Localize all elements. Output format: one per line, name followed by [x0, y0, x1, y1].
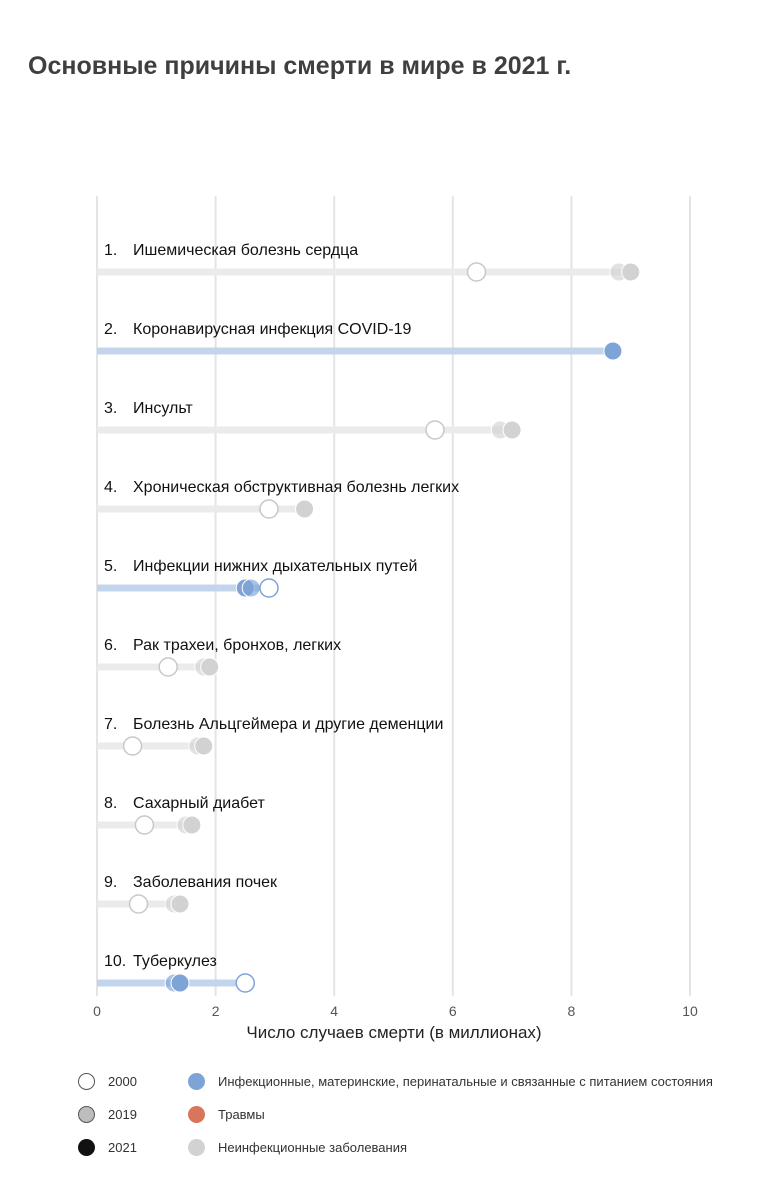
- x-tick-label: 4: [330, 1003, 339, 1019]
- dot-2000: [159, 658, 177, 676]
- x-tick-label: 8: [567, 1003, 576, 1019]
- dot-2021: [171, 974, 189, 992]
- noncommunicable-circle-icon: [188, 1139, 205, 1156]
- dot-2021: [201, 658, 219, 676]
- legend-label: Неинфекционные заболевания: [218, 1140, 408, 1155]
- x-axis-title: Число случаев смерти (в миллионах): [246, 1023, 542, 1042]
- dot-2021: [622, 263, 640, 281]
- legend-item-infectious: [188, 1073, 713, 1090]
- legend-item-2021: [78, 1139, 137, 1156]
- chart-rows: [97, 242, 640, 992]
- dot-2000: [260, 579, 278, 597]
- category-rank: 3.: [104, 400, 118, 417]
- dot-2021: [171, 895, 189, 913]
- category-label: Заболевания почек: [133, 874, 278, 891]
- category-rank: 7.: [104, 716, 118, 733]
- category-rank: 5.: [104, 558, 118, 575]
- chart-row: [97, 479, 459, 518]
- value-track: [97, 743, 204, 750]
- legend-label: 2019: [108, 1107, 137, 1122]
- category-label: Сахарный диабет: [133, 795, 265, 812]
- legend-item-2000: [78, 1073, 137, 1090]
- dot-2021: [195, 737, 213, 755]
- legend-item-2019: [78, 1106, 137, 1123]
- dot-2000: [124, 737, 142, 755]
- dot-2000: [135, 816, 153, 834]
- category-rank: 10.: [104, 953, 127, 970]
- chart-row: [97, 874, 278, 913]
- dot-2019: [242, 579, 260, 597]
- dot-2000: [130, 895, 148, 913]
- x-tick-label: 10: [682, 1003, 698, 1019]
- legend-label: 2000: [108, 1074, 137, 1089]
- category-label: Рак трахеи, бронхов, легких: [133, 637, 342, 654]
- chart-row: [97, 795, 265, 834]
- value-track: [97, 348, 613, 355]
- dot-2021: [183, 816, 201, 834]
- chart-row: [97, 953, 254, 992]
- x-axis-ticks: [93, 1003, 698, 1019]
- infectious-circle-icon: [188, 1073, 205, 1090]
- category-label: Инсульт: [133, 400, 193, 417]
- category-label: Инфекции нижних дыхательных путей: [133, 558, 418, 575]
- category-rank: 2.: [104, 321, 118, 338]
- legend-label: Инфекционные, материнские, перинатальные и связанные с питанием состояния: [218, 1074, 713, 1089]
- value-track: [97, 427, 512, 434]
- legend: [78, 1070, 748, 1170]
- category-label: Коронавирусная инфекция COVID-19: [133, 321, 412, 338]
- chart-row: [97, 242, 640, 281]
- category-rank: 9.: [104, 874, 118, 891]
- injuries-circle-icon: [188, 1106, 205, 1123]
- chart-row: [97, 716, 443, 755]
- dot-2021: [604, 342, 622, 360]
- dot-2000: [236, 974, 254, 992]
- x-tick-label: 2: [211, 1003, 220, 1019]
- category-label: Туберкулез: [133, 953, 217, 970]
- dot-2000: [468, 263, 486, 281]
- category-rank: 4.: [104, 479, 118, 496]
- chart-row: [97, 558, 417, 597]
- chart-title: Основные причины смерти в мире в 2021 г.: [28, 52, 572, 80]
- value-track: [97, 269, 631, 276]
- gray-circle-icon: [78, 1106, 95, 1123]
- chart-row: [97, 400, 521, 439]
- open-circle-icon: [78, 1073, 95, 1090]
- dot-2000: [426, 421, 444, 439]
- x-tick-label: 0: [93, 1003, 101, 1019]
- chart-row: [97, 321, 622, 360]
- dot-2021: [296, 500, 314, 518]
- legend-item-noncommunicable: [188, 1139, 407, 1156]
- category-rank: 1.: [104, 242, 118, 259]
- value-track: [97, 664, 210, 671]
- dot-2021: [503, 421, 521, 439]
- dot-2000: [260, 500, 278, 518]
- chart-row: [97, 637, 341, 676]
- category-label: Хроническая обструктивная болезнь легких: [133, 479, 460, 496]
- category-rank: 8.: [104, 795, 118, 812]
- category-rank: 6.: [104, 637, 118, 654]
- legend-label: Травмы: [218, 1107, 265, 1122]
- x-tick-label: 6: [448, 1003, 457, 1019]
- category-label: Болезнь Альцгеймера и другие деменции: [133, 716, 444, 733]
- legend-label: 2021: [108, 1140, 137, 1155]
- legend-item-injuries: [188, 1106, 265, 1123]
- category-label: Ишемическая болезнь сердца: [133, 242, 359, 259]
- black-circle-icon: [78, 1139, 95, 1156]
